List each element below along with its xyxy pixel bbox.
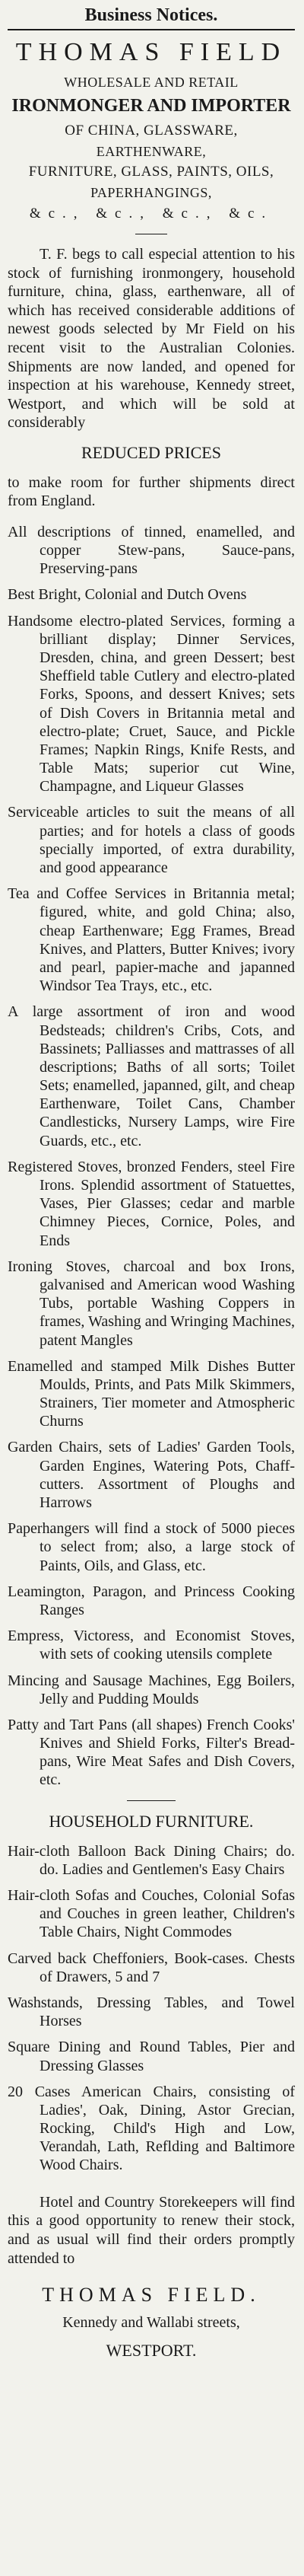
ironmongery-list	[8, 523, 295, 1790]
list-item: Serviceable articles to suit the means of all parties; and for hotels a class of goods specially imported, of extra durability, and good appearance	[8, 804, 295, 877]
list-item: 20 Cases American Chairs, consisting of Ladies', Oak, Dining, Astor Grecian, Rocking, Child's High and Low, Verandah, Lath, Reflding and Baltimore Wood Chairs.	[8, 2083, 295, 2174]
location-line: WESTPORT.	[106, 2340, 197, 2360]
intro-paragraph: T. F. begs to call especial attention to his stock of furnishing ironmongery, household furniture, china, glass, earthenware, all of which has received considerable additions of newest goods selected by Mr Field on his recent visit to the Australian Colonies. Shipments are now landed, and opened for inspection at his warehouse, Kennedy street, Westport, and which will be sold at considerably	[8, 246, 295, 432]
firm-name: THOMAS FIELD	[15, 38, 287, 66]
list-item: Hair-cloth Sofas and Couches, Colonial Sofas and Couches in green leather, Children's Table Chairs, Night Commodes	[8, 1887, 295, 1941]
furniture-heading: HOUSEHOLD FURNITURE.	[49, 1811, 254, 1831]
list-item: Square Dining and Round Tables, Pier and Dressing Glasses	[8, 2039, 295, 2074]
list-item: Mincing and Sausage Machines, Egg Boilers, Jelly and Pudding Moulds	[8, 1672, 295, 1707]
list-item: A large assortment of iron and wood Bedsteads; children's Cribs, Cots, and Bassinets; Palliasses and mattrasses of all descriptions; Baths of all sorts; Toilet Sets; enamelled, japanned, gilt, and cheap Earthenware, Toilet Cans, Chamber Candlesticks, Nursery Lamps, wire Fire Guards, etc., etc.	[8, 1003, 295, 1149]
business-title: IRONMONGER AND IMPORTER	[11, 96, 291, 116]
section-header: Business Notices.	[84, 5, 218, 25]
list-item: Patty and Tart Pans (all shapes) French Cooks' Knives and Shield Forks, Filter's Bread-pans, Wire Meat Safes and Dish Covers, etc.	[8, 1716, 295, 1789]
list-item: All descriptions of tinned, enamelled, and copper Stew-pans, Sauce-pans, Preserving-pans	[8, 523, 295, 578]
list-item: Washstands, Dressing Tables, and Towel Horses	[8, 1994, 295, 2030]
furniture-list	[8, 1842, 295, 2175]
reduced-prices-text: to make room for further shipments direct from England.	[8, 474, 295, 510]
list-item: Paperhangers will find a stock of 5000 pieces to select from; also, a large stock of Paints, Oils, and Glass, etc.	[8, 1520, 295, 1574]
section-divider	[127, 1800, 176, 1801]
list-item: Handsome electro-plated Services, forming a brilliant display; Dinner Services, Dresden, china, and green Dessert; best Sheffield table Cutlery and electro-plated Forks, Spoons, and dessert Knives; sets of Dish Covers in Britannia metal and electro-plate; Cruet, Sauce, and Pickle Frames; Napkin Rings, Knife Rests, and Table Mats; superior cut Wine, Champagne, and Liqueur Glasses	[8, 612, 295, 795]
goods-line-paper: PAPERHANGINGS,	[90, 185, 212, 201]
goods-line-earthenware: EARTHENWARE,	[96, 143, 207, 159]
signature-name: THOMAS FIELD.	[42, 2283, 261, 2306]
advertisement	[8, 38, 295, 2361]
goods-line-etc: &c., &c., &c., &c.	[29, 206, 274, 222]
trade-line: WHOLESALE AND RETAIL	[64, 75, 239, 91]
list-item: Tea and Coffee Services in Britannia metal; figured, white, and gold China; also, cheap Earthenware; Egg Frames, Bread Knives, and Platters, Butter Knives; ivory and pearl, papier-mache and japanned Windsor Tea Trays, etc., etc.	[8, 885, 295, 995]
closing-paragraph: Hotel and Country Storekeepers will find this a good opportunity to renew their stock, and as usual will find their orders promptly attended to	[8, 2193, 295, 2268]
address-line: Kennedy and Wallabi streets,	[62, 2313, 240, 2331]
list-item: Leamington, Paragon, and Princess Cooking Ranges	[8, 1583, 295, 1618]
list-item: Registered Stoves, bronzed Fenders, steel Fire Irons. Splendid assortment of Statuettes, Vases, Pier Glasses; cedar and marble Chimney Pieces, Cornice, Poles, and Ends	[8, 1158, 295, 1249]
list-item: Ironing Stoves, charcoal and box Irons, galvanised and American wood Washing Tubs, portable Washing Coppers in frames, Washing and Wringing Machines, patent Mangles	[8, 1258, 295, 1349]
list-item: Best Bright, Colonial and Dutch Ovens	[8, 586, 247, 604]
header-rule	[8, 29, 295, 30]
goods-line-furniture: FURNITURE, GLASS, PAINTS, OILS,	[28, 164, 274, 180]
list-item: Garden Chairs, sets of Ladies' Garden Tools, Garden Engines, Watering Pots, Chaff-cutters. Assortment of Ploughs and Harrows	[8, 1439, 295, 1512]
list-item: Carved back Cheffoniers, Book-cases. Chests of Drawers, 5 and 7	[8, 1950, 295, 1985]
list-item: Enamelled and stamped Milk Dishes Butter Moulds, Prints, and Pats Milk Skimmers, Strainers, Tier mometer and Atmospheric Churns	[8, 1357, 295, 1430]
goods-line-china: OF CHINA, GLASSWARE,	[65, 122, 238, 139]
reduced-prices-heading: REDUCED PRICES	[81, 443, 221, 463]
list-item: Hair-cloth Balloon Back Dining Chairs; do. do. Ladies and Gentlemen's Easy Chairs	[8, 1842, 295, 1878]
list-item: Empress, Victoress, and Economist Stoves, with sets of cooking utensils complete	[8, 1628, 295, 1663]
